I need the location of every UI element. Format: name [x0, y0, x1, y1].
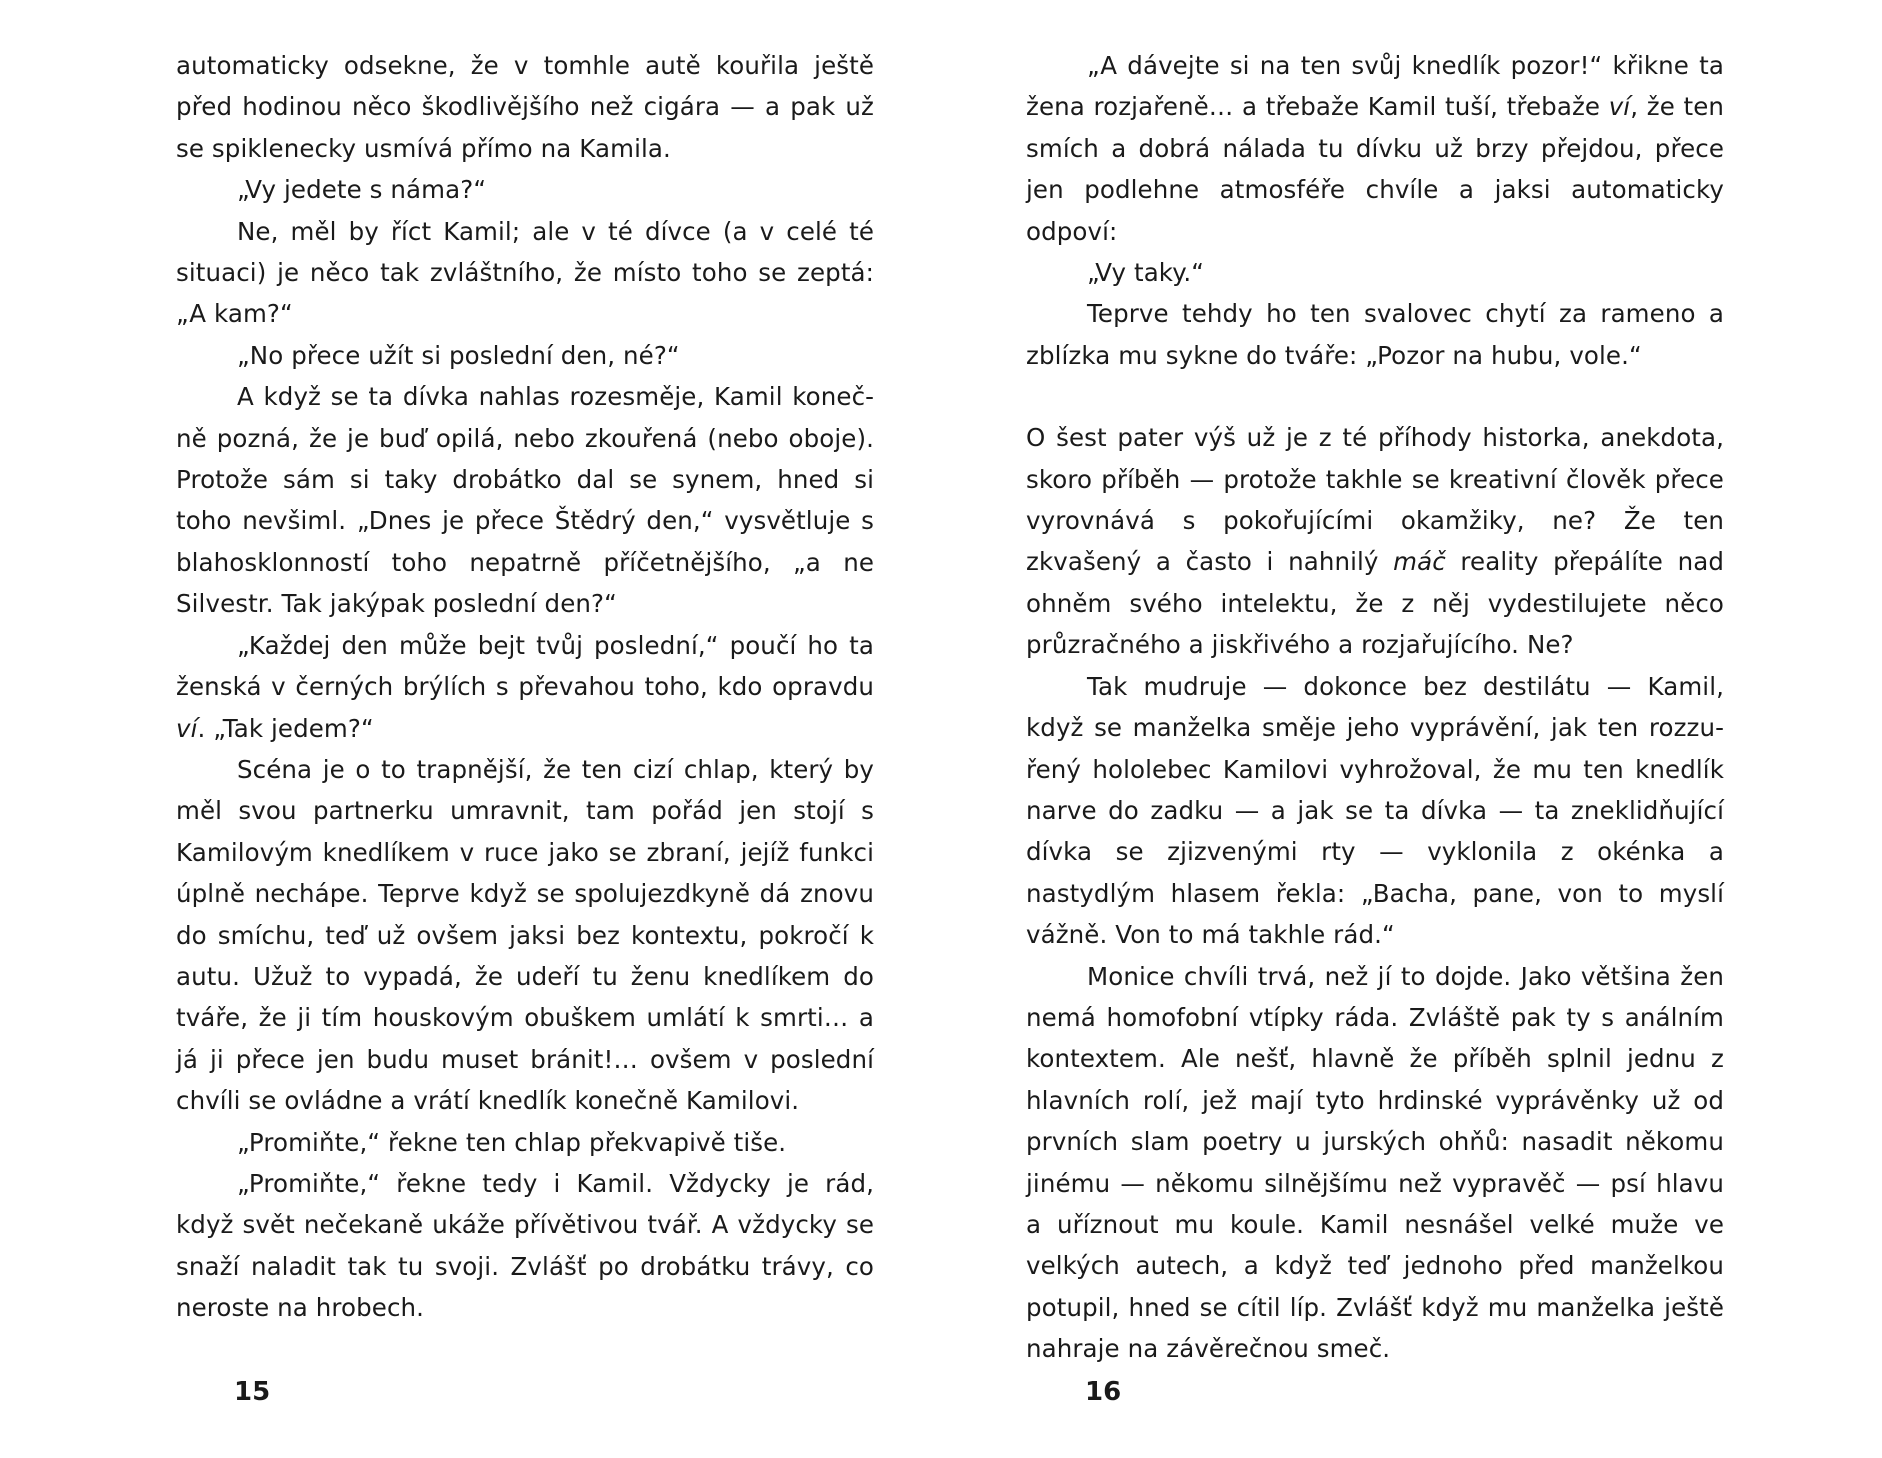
paragraph: [176, 749, 874, 1122]
paragraph-text: Tak mudruje — dokonce bez destilátu — Kamil, když se manželka směje jeho vyprávění, jak ten rozzuřený hololebec Kamilovi vyhrožoval, že mu ten knedlík narve do zadku — a jak se ta dívka — ta zneklidňující dívka se zjizvenými rty — vyklonila z okénka a nastydlým hlasem řekla: „Bacha, pane, von to myslí vážně. Von to má takhle rád.“: [1026, 671, 1724, 950]
paragraph: [1026, 45, 1724, 252]
page-number-left: 15: [234, 1377, 271, 1407]
paragraph-text: „Promiňte,“ řekne tedy i Kamil. Vždycky je rád, když svět nečekaně ukáže přívětivou tvář. A vždycky se snaží naladit tak tu svoji. Zvlášť po drobátku trávy, co neroste na hrobech.: [176, 1168, 874, 1323]
paragraph-text: . „Tak jedem?“: [197, 713, 374, 743]
paragraph-text: „Každej den může bejt tvůj poslední,“ poučí ho ta ženská v černých brýlích s převahou toho, kdo opravdu: [176, 630, 874, 702]
paragraph: [176, 335, 874, 376]
italic-text: máč: [1393, 547, 1446, 577]
paragraph-text: reality přepálíte nad ohněm svého intelektu, že z něj vydestilujete něco průzračného a jiskřivého a rozjařujícího. Ne?: [1026, 547, 1724, 660]
paragraph-text: automaticky odsekne, že v tomhle autě kouřila ještě před hodinou něco škodlivějšího než cigára — a pak už se spiklenecky usmívá přímo na Kamila.: [176, 51, 874, 163]
paragraph: [176, 1122, 874, 1163]
paragraph-text: Scéna je o to trapnější, že ten cizí chlap, který by měl svou partnerku umravnit, tam pořád jen stojí s Kamilovým knedlíkem v ruce jako se zbraní, jejíž funkci úplně nechápe. Teprve když se spolujezdkyně dá znovu do smíchu, teď už ovšem jaksi bez kontextu, pokročí k autu. Užuž to vypadá, že udeří tu ženu knedlíkem do tváře, že ji tím houskovým obuškem umlátí k smrti… a já ji přece jen budu muset bránit!… ovšem v poslední chvíli se ovládne a vrátí knedlík konečně Kamilovi.: [176, 754, 874, 1116]
paragraph: [1026, 666, 1724, 956]
paragraph: [176, 625, 874, 749]
paragraph-text: Ne, měl by říct Kamil; ale v té dívce (a v celé té situaci) je něco tak zvláštního, že místo toho se zeptá: „A kam?“: [176, 216, 874, 329]
paragraph-text: Monice chvíli trvá, než jí to dojde. Jako většina žen nemá homofobní vtípky ráda. Zvláště pak ty s análním kontextem. Ale nešť, hlavně že příběh splnil jednu z hlavních rolí, jež mají tyto hrdinské vyprávěnky už od prvních slam poetry u jurských ohňů: nasadit někomu jinému — někomu silnějšímu než vypravěč — psí hlavu a uříznout mu koule. Kamil nesnášel velké muže ve velkých autech, a když teď jednoho před manželkou potupil, hned se cítil líp. Zvlášť když mu manželka ještě nahraje na závěrečnou smeč.: [1026, 961, 1724, 1364]
paragraph: [1026, 956, 1724, 1370]
left-page-text: [176, 45, 874, 1329]
paragraph-text: „Vy taky.“: [1087, 258, 1205, 288]
italic-text: ví: [1608, 92, 1631, 122]
paragraph-text: , že ten smích a dobrá nálada tu dívku už brzy přejdou, přece jen podlehne atmosféře chvíle a jaksi automaticky odpoví:: [1026, 92, 1724, 246]
paragraph: [176, 211, 874, 335]
paragraph: [176, 376, 874, 624]
paragraph-text: „A dávejte si na ten svůj knedlík pozor!“ křikne ta žena rozjařeně… a třebaže Kamil tuší, třebaže: [1026, 51, 1724, 122]
paragraph: [1026, 293, 1724, 376]
paragraph: [176, 1163, 874, 1329]
right-page-text: [1026, 45, 1724, 1370]
paragraph: [1026, 252, 1724, 293]
paragraph-text: O šest pater výš už je z té příhody historka, anekdota, skoro příběh — protože takhle se kreativní člověk přece vyrovnává s pokořujícími okamžiky, ne? Že ten zkvašený a často i nahnilý: [1026, 423, 1724, 577]
paragraph: [176, 169, 874, 210]
paragraph-text: „No přece užít si poslední den, né?“: [237, 340, 680, 370]
italic-text: ví: [176, 713, 198, 743]
page-number-right: 16: [1085, 1377, 1122, 1407]
paragraph-text: A když se ta dívka nahlas rozesměje, Kamil konečně pozná, že je buď opilá, nebo zkouřená (nebo oboje). Protože sám si taky drobátko dal se synem, hned si toho nevšiml. „Dnes je přece Štědrý den,“ vysvětluje s blahosklonností toho nepatrně příčetnějšího, „a ne Silvestr. Tak jakýpak poslední den?“: [176, 382, 874, 619]
paragraph-text: Teprve tehdy ho ten svalovec chytí za rameno a zblízka mu sykne do tváře: „Pozor na hubu, vole.“: [1026, 299, 1724, 370]
paragraph: [176, 45, 874, 169]
paragraph: [1026, 417, 1724, 665]
paragraph-text: „Vy jedete s náma?“: [237, 175, 487, 205]
paragraph-text: „Promiňte,“ řekne ten chlap překvapivě tiše.: [237, 1127, 787, 1157]
